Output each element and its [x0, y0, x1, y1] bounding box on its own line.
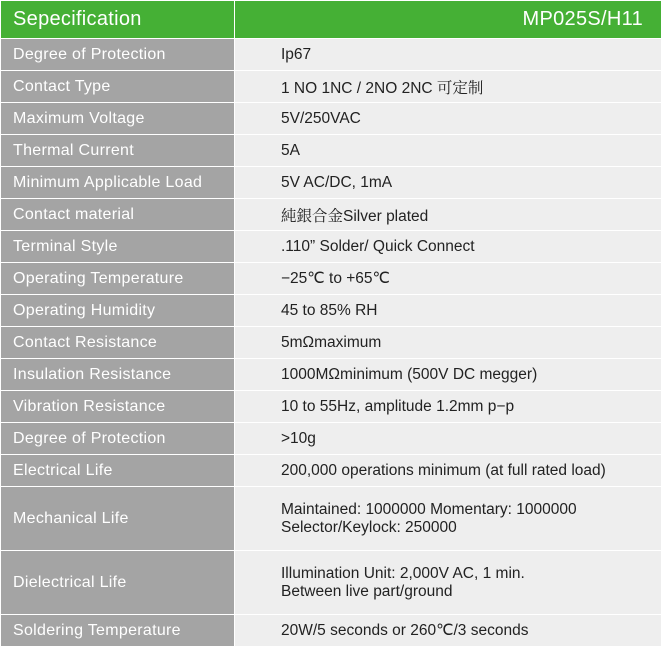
- table-row: [1, 199, 661, 231]
- table-row: [1, 359, 661, 391]
- row-value: 1 NO 1NC / 2NO 2NC 可定制: [235, 71, 661, 103]
- table-row: [1, 295, 661, 327]
- row-value: 1000MΩminimum (500V DC megger): [235, 359, 661, 391]
- row-label: Thermal Current: [1, 135, 235, 167]
- row-value-line: Selector/Keylock: 250000: [281, 518, 457, 536]
- row-label: Contact Type: [1, 71, 235, 103]
- row-value: Ip67: [235, 39, 661, 71]
- row-value: 5A: [235, 135, 661, 167]
- row-value: 5V AC/DC, 1mA: [235, 167, 661, 199]
- header-label: Sepecification: [1, 1, 235, 39]
- table-row: [1, 423, 661, 455]
- row-value: [235, 551, 661, 615]
- row-value: 純銀合金Silver plated: [235, 199, 661, 231]
- row-value-line: Between live part/ground: [281, 582, 453, 600]
- row-value-line: Illumination Unit: 2,000V AC, 1 min.: [281, 564, 525, 582]
- table-row: [1, 103, 661, 135]
- table-row: [1, 327, 661, 359]
- row-value: 20W/5 seconds or 260℃/3 seconds: [235, 615, 661, 647]
- row-label: Maximum Voltage: [1, 103, 235, 135]
- header-model: MP025S/H11: [235, 1, 661, 39]
- row-label: Contact material: [1, 199, 235, 231]
- row-label: Minimum Applicable Load: [1, 167, 235, 199]
- table-row: [1, 455, 661, 487]
- row-label: Vibration Resistance: [1, 391, 235, 423]
- table-row: [1, 615, 661, 647]
- table-row: [1, 231, 661, 263]
- row-value: 10 to 55Hz, amplitude 1.2mm p−p: [235, 391, 661, 423]
- row-label: Operating Temperature: [1, 263, 235, 295]
- table-row: [1, 39, 661, 71]
- row-label: Operating Humidity: [1, 295, 235, 327]
- row-value: 200,000 operations minimum (at full rated load): [235, 455, 661, 487]
- row-value: .110” Solder/ Quick Connect: [235, 231, 661, 263]
- table-row: [1, 263, 661, 295]
- row-value: 5V/250VAC: [235, 103, 661, 135]
- row-label: Mechanical Life: [1, 487, 235, 551]
- row-label: Terminal Style: [1, 231, 235, 263]
- row-value: 45 to 85% RH: [235, 295, 661, 327]
- row-label: Dielectrical Life: [1, 551, 235, 615]
- row-value: 5mΩmaximum: [235, 327, 661, 359]
- row-value: −25℃ to +65℃: [235, 263, 661, 295]
- row-label: Soldering Temperature: [1, 615, 235, 647]
- row-label: Contact Resistance: [1, 327, 235, 359]
- table-row: [1, 135, 661, 167]
- row-label: Degree of Protection: [1, 423, 235, 455]
- table-row: [1, 487, 661, 551]
- row-value: [235, 487, 661, 551]
- table-row: [1, 551, 661, 615]
- row-label: Insulation Resistance: [1, 359, 235, 391]
- row-label: Degree of Protection: [1, 39, 235, 71]
- table-row: [1, 167, 661, 199]
- table-row: [1, 71, 661, 103]
- row-value-line: Maintained: 1000000 Momentary: 1000000: [281, 500, 577, 518]
- table-header-row: [1, 1, 661, 39]
- row-value: >10g: [235, 423, 661, 455]
- table-row: [1, 391, 661, 423]
- row-label: Electrical Life: [1, 455, 235, 487]
